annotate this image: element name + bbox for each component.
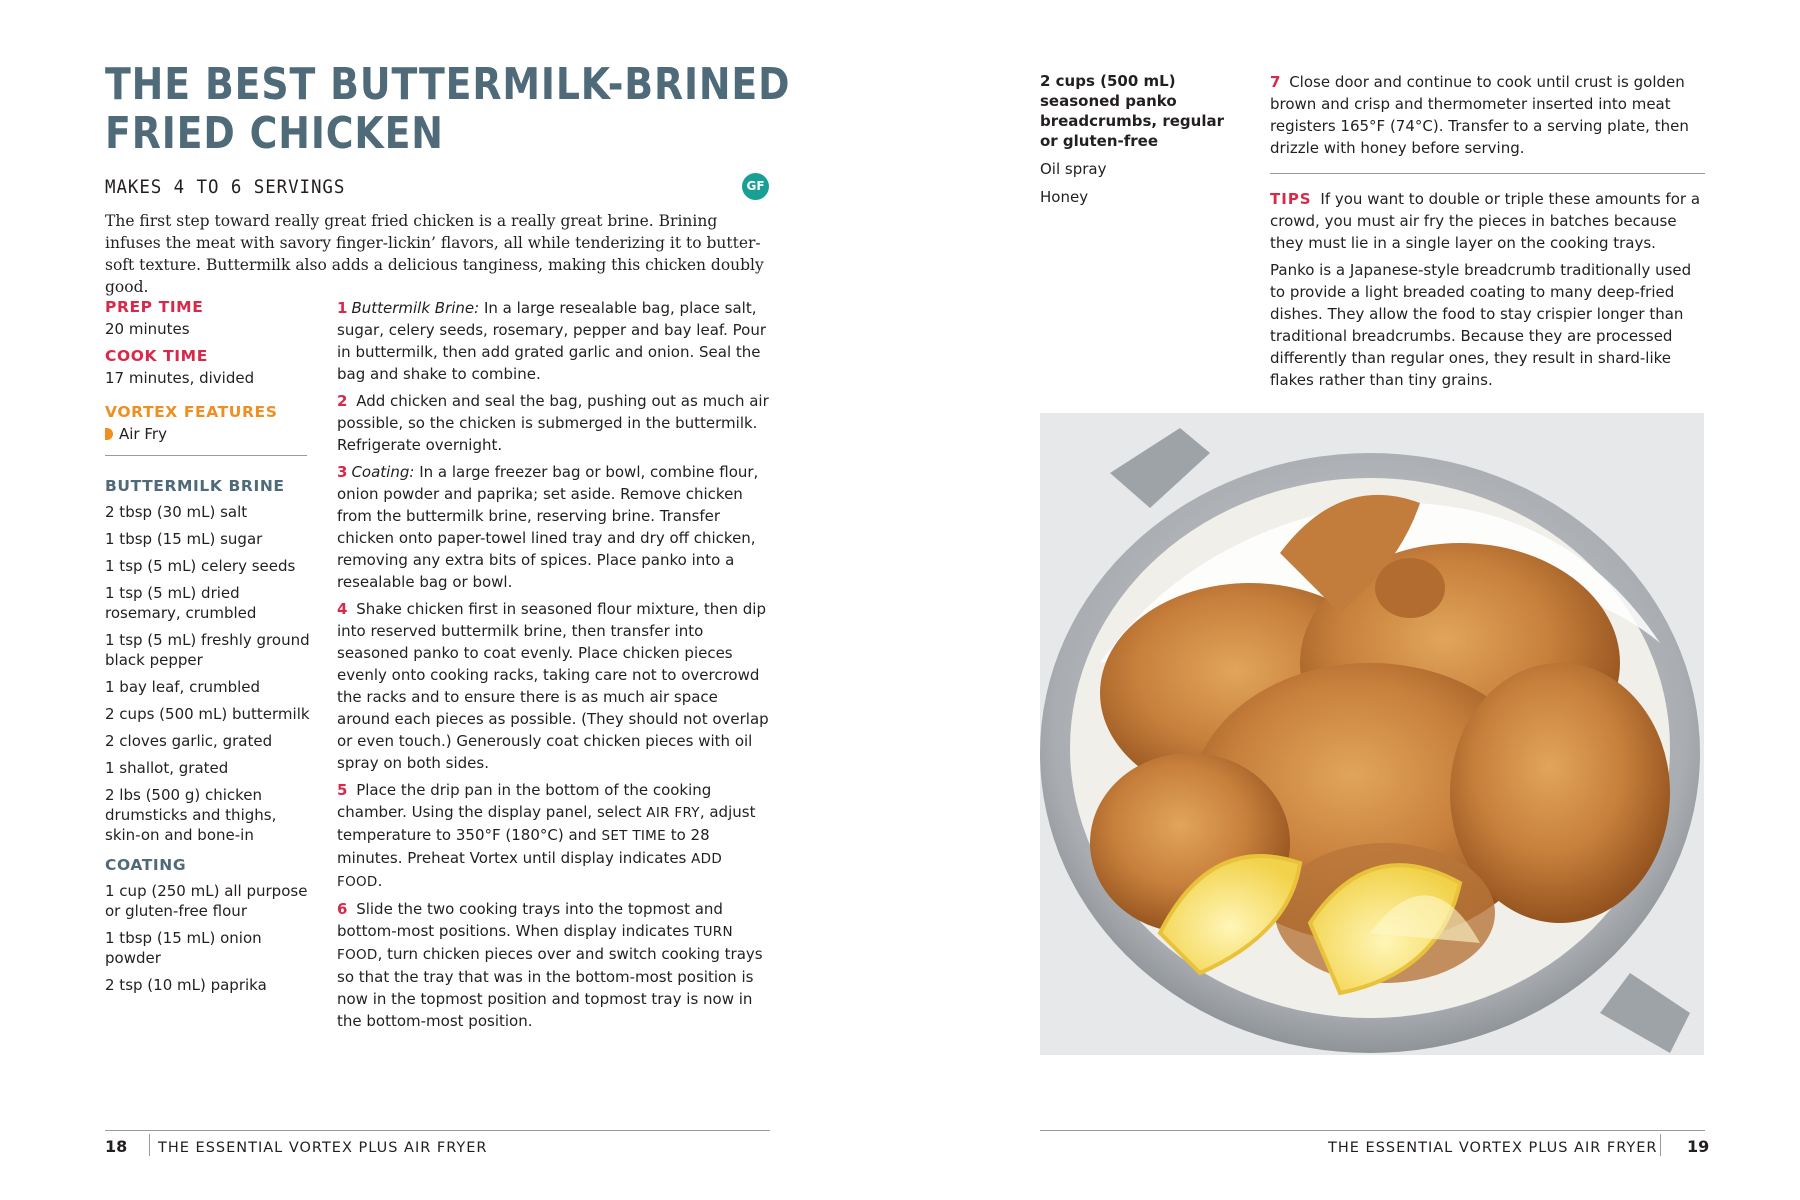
ingredient-item: 2 lbs (500 g) chicken drumsticks and thighs, skin-on and bone-in [105, 786, 277, 844]
step-text: Add chicken and seal the bag, pushing out as much air possible, so the chicken is submerged in the buttermilk. Refrigerate overnight. [337, 392, 769, 454]
prep-time-value: 20 minutes [105, 320, 190, 338]
fried-chicken-illustration [1040, 413, 1704, 1055]
step-number: 5 [337, 781, 348, 799]
cook-time-value: 17 minutes, divided [105, 369, 255, 387]
step-lead: Buttermilk Brine: [351, 299, 480, 317]
feature-air-fry-label: Air Fry [119, 425, 167, 443]
ingredient-item: 1 tbsp (15 mL) sugar [105, 530, 263, 548]
footer-rule-right [1040, 1130, 1705, 1131]
step-text: to 28 minutes. Preheat Vortex until display indicates [337, 826, 710, 867]
ingredient-item: Oil spray [1040, 160, 1107, 178]
step-1 [337, 297, 770, 385]
air-fry-half-dot-icon [105, 428, 113, 440]
tips-paragraph [1270, 188, 1705, 254]
running-head-right: THE ESSENTIAL VORTEX PLUS AIR FRYER [1328, 1140, 1658, 1156]
tips-divider [1270, 173, 1705, 174]
step-text: , turn chicken pieces over and switch cooking trays so that the tray that was in the bottom-most position is now in the topmost position and topmost tray is now in the bottom-most position. [337, 945, 763, 1030]
recipe-title-line-2: FRIED CHICKEN [105, 108, 444, 159]
step-text: In a large resealable bag, place salt, sugar, celery seeds, rosemary, pepper and bay leaf. Pour in buttermilk, then add grated garlic and onion. Seal the bag and shake to combine. [337, 299, 766, 383]
running-head-left: THE ESSENTIAL VORTEX PLUS AIR FRYER [158, 1140, 488, 1156]
ingredient-item: 2 cloves garlic, grated [105, 732, 273, 750]
ingredient-item: 1 tsp (5 mL) celery seeds [105, 557, 296, 575]
step-text: In a large freezer bag or bowl, combine flour, onion powder and paprika; set aside. Remove chicken from the buttermilk brine, reserving brine. Transfer chicken onto paper-towel lined tray and dry off chicken, removing any extra bits of spices. Place panko into a resealable bag or bowl. [337, 463, 759, 591]
footer-rule-left [105, 1130, 770, 1131]
recipe-title-line-1: THE BEST BUTTERMILK-BRINED [105, 59, 791, 110]
brine-heading: BUTTERMILK BRINE [105, 477, 285, 495]
method-steps [337, 297, 770, 1037]
step-number: 1 [337, 299, 348, 317]
step-number: 6 [337, 900, 348, 918]
prep-time-label: PREP TIME [105, 298, 204, 316]
step-number: 3 [337, 463, 348, 481]
step-text: Slide the two cooking trays into the topmost and bottom-most positions. When display indicates [337, 900, 723, 940]
step-5 [337, 779, 770, 893]
step-number: 7 [1270, 73, 1281, 91]
panko-note: Panko is a Japanese-style breadcrumb traditionally used to provide a light breaded coating to many deep-fried dishes. They allow the food to stay crispier longer than traditional breadcrumbs. Because they are processed differently than regular ones, they result in shard-like flakes rather than tiny grains. [1270, 261, 1692, 389]
ingredient-item: 1 cup (250 mL) all purpose or gluten-free flour [105, 882, 308, 920]
ingredient-item: 2 cups (500 mL) seasoned panko breadcrumbs, regular or gluten-free [1040, 72, 1224, 150]
vortex-features-label: VORTEX FEATURES [105, 403, 278, 421]
ingredient-item: Honey [1040, 188, 1089, 206]
recipe-title [105, 59, 791, 159]
ingredient-item: 2 cups (500 mL) buttermilk [105, 705, 310, 723]
ingredient-item: 1 tsp (5 mL) freshly ground black pepper [105, 631, 310, 669]
step-number: 2 [337, 392, 348, 410]
step-3 [337, 461, 770, 593]
step-7 [1270, 71, 1705, 159]
display-command: TURN FOOD [337, 924, 733, 963]
display-command: ADD FOOD [337, 851, 723, 890]
ingredient-item: 1 tsp (5 mL) dried rosemary, crumbled [105, 584, 257, 622]
coating-heading: COATING [105, 856, 187, 874]
footer-separator-left [149, 1134, 150, 1156]
step-text: Close door and continue to cook until crust is golden brown and crisp and thermometer inserted into meat registers 165°F (74°C). Transfer to a serving plate, then drizzle with honey before serving. [1270, 73, 1689, 157]
ingredients-continued [1040, 71, 1240, 215]
recipe-intro: The first step toward really great fried chicken is a really great brine. Brining infuses the meat with savory finger-lickin’ flavors, all while tenderizing it to butter-soft texture. Buttermilk also adds a delicious tanginess, making this chicken doubly good. [105, 212, 764, 296]
step-text: Shake chicken first in seasoned flour mixture, then dip into reserved buttermilk brine, then transfer into seasoned panko to coat evenly. Place chicken pieces evenly onto cooking racks, taking care not to overcrowd the racks and to ensure there is as much air space around each pieces as possible. (They should not overlap or even touch.) Generously coat chicken pieces with oil spray on both sides. [337, 600, 769, 772]
ingredient-item: 1 tbsp (15 mL) onion powder [105, 929, 262, 967]
fried-chicken-photo [1040, 413, 1704, 1055]
step-text: . [377, 872, 383, 890]
page-number-left: 18 [105, 1137, 128, 1156]
step-lead: Coating: [351, 463, 415, 481]
step-4 [337, 598, 770, 774]
final-step-and-tips [1270, 71, 1705, 396]
ingredient-item: 2 tsp (10 mL) paprika [105, 976, 267, 994]
ingredients-sidebar [105, 297, 315, 1002]
display-command: SET TIME [601, 828, 666, 844]
tips-label: TIPS [1270, 190, 1312, 208]
step-2 [337, 390, 770, 456]
step-text: Place the drip pan in the bottom of the cooking chamber. Using the display panel, select [337, 781, 712, 821]
servings-label: MAKES 4 TO 6 SERVINGS [105, 176, 346, 198]
step-text: , adjust temperature to 350°F (180°C) and [337, 803, 756, 844]
ingredient-item: 2 tbsp (30 mL) salt [105, 503, 248, 521]
page-number-right: 19 [1687, 1137, 1710, 1156]
sidebar-divider [105, 455, 307, 456]
feature-air-fry [105, 424, 315, 444]
ingredient-item: 1 bay leaf, crumbled [105, 678, 261, 696]
step-6 [337, 898, 770, 1032]
cook-time-label: COOK TIME [105, 347, 208, 365]
footer-separator-right [1660, 1134, 1661, 1156]
gluten-free-badge-icon: GF [742, 173, 769, 200]
display-command: AIR FRY [646, 805, 700, 821]
step-number: 4 [337, 600, 348, 618]
ingredient-item: 1 shallot, grated [105, 759, 229, 777]
tips-text: If you want to double or triple these amounts for a crowd, you must air fry the pieces in batches because they must lie in a single layer on the cooking trays. [1270, 190, 1701, 252]
